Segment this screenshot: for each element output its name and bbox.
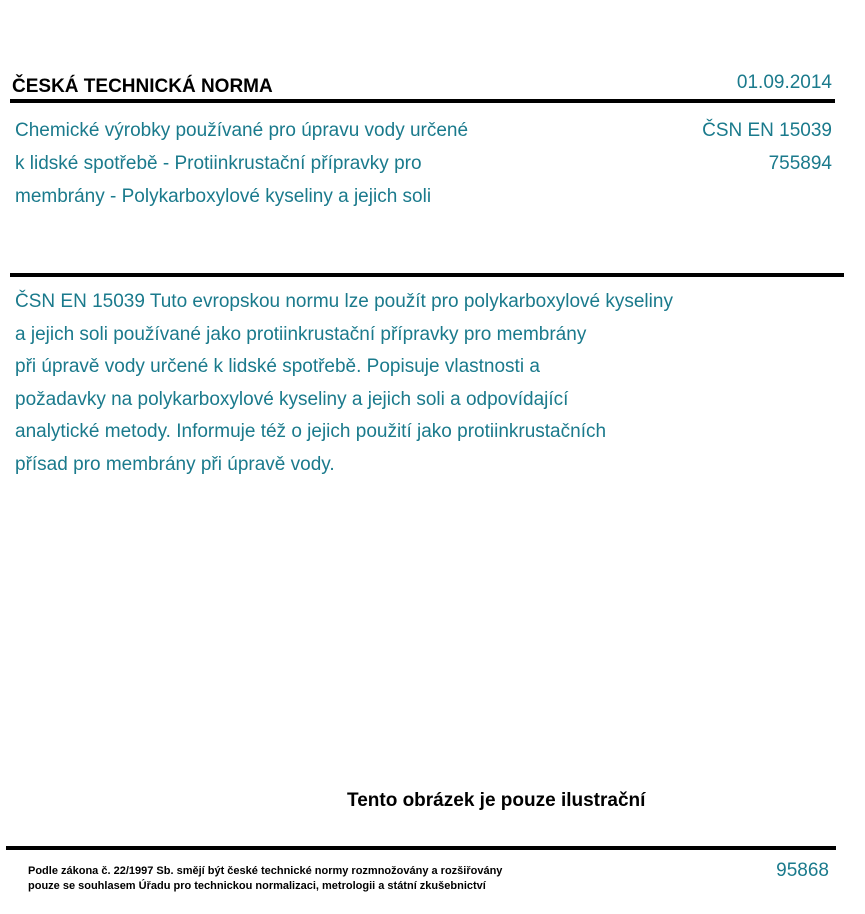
standard-class-number: 755894 — [768, 153, 832, 174]
standard-title-line: k lidské spotřebě - Protiinkrustační přípravky pro — [15, 153, 422, 174]
publication-date: 01.09.2014 — [736, 72, 832, 93]
standard-identifiers — [702, 114, 832, 180]
abstract-line: přísad pro membrány při úpravě vody. — [15, 453, 335, 475]
document-number: 95868 — [776, 860, 829, 881]
standard-title-line: membrány - Polykarboxylové kyseliny a jejich soli — [15, 186, 432, 207]
illustration-notice: Tento obrázek je pouze ilustrační — [347, 790, 646, 811]
footer-divider — [6, 846, 836, 850]
standard-code: ČSN EN 15039 — [702, 120, 832, 141]
abstract-line: analytické metody. Informuje též o jejich použití jako protiinkrustačních — [15, 421, 607, 442]
legal-notice-line: Podle zákona č. 22/1997 Sb. smějí být české technické normy rozmnožovány a rozšiřovány — [28, 865, 503, 877]
abstract-line: ČSN EN 15039 Tuto evropskou normu lze použít pro polykarboxylové kyseliny — [15, 291, 673, 312]
standard-title — [15, 114, 555, 213]
abstract-line: při úpravě vody určené k lidské spotřebě. Popisuje vlastnosti a — [15, 356, 540, 377]
standard-title-line: Chemické výrobky používané pro úpravu vody určené — [15, 120, 469, 141]
abstract-text — [15, 286, 775, 481]
header-divider — [10, 99, 835, 103]
document-type-heading: ČESKÁ TECHNICKÁ NORMA — [12, 76, 273, 97]
section-divider — [10, 273, 844, 277]
legal-notice — [28, 864, 502, 894]
legal-notice-line: pouze se souhlasem Úřadu pro technickou normalizaci, metrologii a státní zkušebnictví — [28, 880, 486, 892]
abstract-line: a jejich soli používané jako protiinkrustační přípravky pro membrány — [15, 323, 587, 345]
abstract-line: požadavky na polykarboxylové kyseliny a jejich soli a odpovídající — [15, 388, 569, 410]
